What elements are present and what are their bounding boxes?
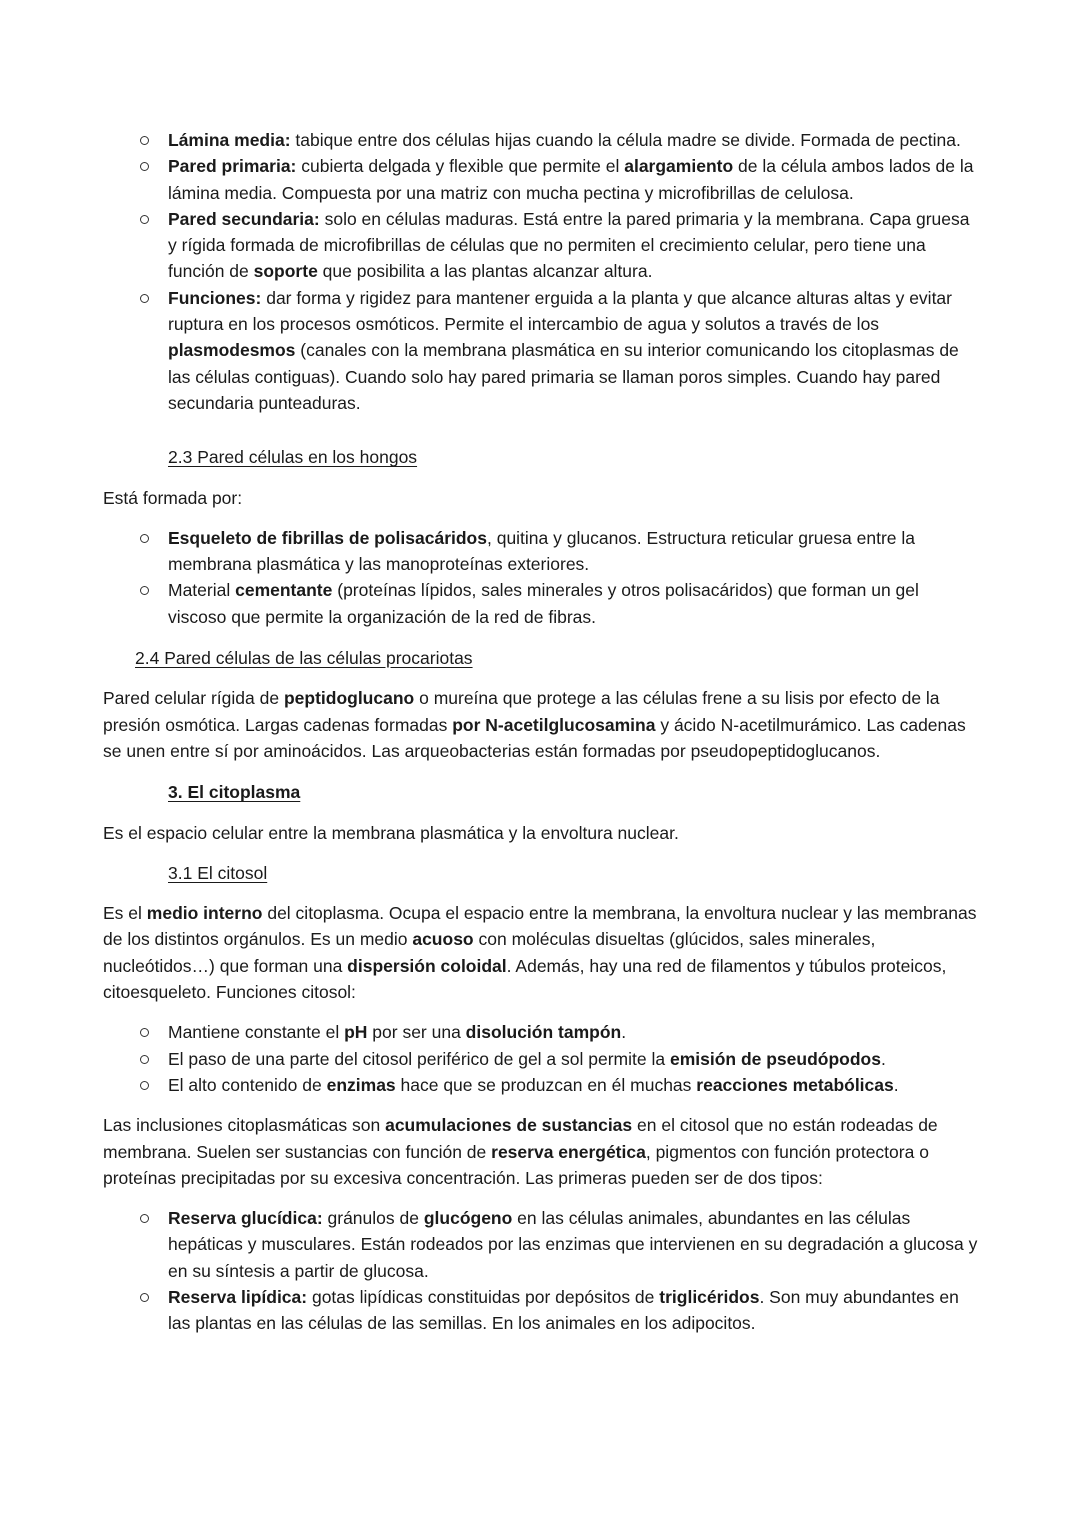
bold-text: triglicéridos <box>659 1286 760 1307</box>
paragraph-fungi-intro: Está formada por: <box>103 487 243 508</box>
bold-text: pH <box>344 1022 368 1043</box>
text-run: , quitina y glucanos. Estructura reticular gruesa entre la membrana plasmática y las manoproteínas exteriores. <box>168 527 915 575</box>
paragraph-prokaryote-wall <box>103 685 980 764</box>
bold-text: peptidoglucano <box>283 688 415 709</box>
list-item <box>139 285 980 416</box>
text-run: . <box>880 1048 886 1069</box>
list-item <box>139 127 980 153</box>
bold-text: medio interno <box>146 903 263 924</box>
text-run: Es el <box>103 903 147 924</box>
text-run: Las inclusiones citoplasmáticas son <box>103 1115 386 1136</box>
bold-text: reserva energética <box>491 1141 646 1162</box>
text-run: . Son muy abundantes en las plantas en las células de las semillas. En los animales en los adipocitos. <box>168 1286 959 1334</box>
text-run: . <box>621 1022 627 1043</box>
list-item <box>139 206 980 285</box>
bold-text: Esqueleto de fibrillas de polisacáridos <box>168 527 487 548</box>
list-item <box>139 1072 980 1098</box>
section-heading-prokaryote-wall: 2.4 Pared células de las células procariotas <box>135 648 473 669</box>
bold-text: dispersión coloidal <box>347 955 507 976</box>
bold-text: Lámina media: <box>168 130 291 150</box>
text-run: . <box>893 1074 899 1095</box>
list-item <box>139 1019 980 1045</box>
bold-text: acuoso <box>412 929 474 950</box>
text-run: tabique entre dos células hijas cuando la célula madre se divide. Formada de pectina. <box>290 130 961 150</box>
text-run: gránulos de <box>322 1208 424 1229</box>
plant-wall-list <box>139 127 980 416</box>
paragraph-cytoplasm: Es el espacio celular entre la membrana plasmática y la envoltura nuclear. <box>103 822 679 843</box>
bold-text: acumulaciones de sustancias <box>385 1115 633 1136</box>
text-run: o mureína que protege a las células frene a su lisis por efecto de la presión osmótica. Largas cadenas formadas <box>103 688 940 735</box>
text-run: Material <box>168 580 236 601</box>
section-heading-cytoplasm: 3. El citoplasma <box>168 782 301 803</box>
section-heading-fungi-wall: 2.3 Pared células en los hongos <box>168 447 418 468</box>
bold-text: Pared secundaria: <box>168 208 320 229</box>
list-item <box>139 1205 980 1284</box>
text-run: El alto contenido de <box>168 1074 327 1095</box>
text-run: (canales con la membrana plasmática en su interior comunicando los citoplasmas de las células contiguas). Cuando solo hay pared primaria se llaman poros simples. Cuando hay pared secundaria punteaduras. <box>168 340 959 413</box>
bold-text: Funciones: <box>168 287 262 308</box>
bold-text: Reserva lipídica: <box>168 1286 308 1307</box>
text-run: hace que se produzcan en él muchas <box>395 1074 697 1095</box>
bold-text: Pared primaria: <box>168 156 297 177</box>
bold-text: por N-acetilglucosamina <box>452 714 656 735</box>
text-run: solo en células maduras. Está entre la pared primaria y la membrana. Capa gruesa y rígida formada de microfibrillas de células que no permiten el crecimiento celular, pero tiene una función de <box>168 208 970 282</box>
list-item <box>139 577 980 630</box>
text-run: que posibilita a las plantas alcanzar altura. <box>317 261 653 282</box>
bold-text: alargamiento <box>624 156 734 177</box>
text-run: gotas lipídicas constituidas por depósitos de <box>307 1286 660 1307</box>
text-run: El paso de una parte del citosol periférico de gel a sol permite la <box>168 1048 670 1069</box>
text-run: cubierta delgada y flexible que permite el <box>296 156 625 177</box>
text-run: dar forma y rigidez para mantener erguida a la planta y que alcance alturas altas y evitar ruptura en los procesos osmóticos. Permite el intercambio de agua y solutos a través de los <box>168 287 952 335</box>
bold-text: plasmodesmos <box>168 340 296 361</box>
reserve-list <box>139 1205 980 1336</box>
paragraph-cytosol <box>103 900 980 1005</box>
bold-text: Reserva glucídica: <box>168 1208 323 1229</box>
text-run: en las células animales, abundantes en las células hepáticas y musculares. Están rodeados por las enzimas que intervienen en su degradación a glucosa y en su síntesis a partir de glucosa. <box>168 1208 978 1281</box>
paragraph-inclusions <box>103 1112 980 1191</box>
list-item <box>139 1284 980 1337</box>
text-run: con moléculas disueltas (glúcidos, sales minerales, nucleótidos…) que forman una <box>103 929 876 976</box>
text-run: . Además, hay una red de filamentos y túbulos proteicos, citoesqueleto. Funciones citosol: <box>103 955 947 1003</box>
text-run: (proteínas lípidos, sales minerales y otros polisacáridos) que forman un gel viscoso que permite la organización de la red de fibras. <box>168 580 919 627</box>
fungi-list <box>139 525 980 630</box>
bold-text: emisión de pseudópodos <box>669 1048 881 1069</box>
bold-text: cementante <box>235 580 333 601</box>
bold-text: enzimas <box>326 1074 396 1095</box>
bold-text: glucógeno <box>423 1208 513 1229</box>
bold-text: disolución tampón <box>465 1022 622 1043</box>
text-run: del citoplasma. Ocupa el espacio entre la membrana, la envoltura nuclear y las membranas de los distintos orgánulos. Es un medio <box>103 903 977 950</box>
text-run: Mantiene constante el <box>168 1022 345 1043</box>
bold-text: soporte <box>253 261 318 282</box>
section-heading-cytosol: 3.1 El citosol <box>168 862 268 883</box>
text-run: , pigmentos con función protectora o proteínas precipitadas por su excesiva concentración. Las primeras pueden ser de dos tipos: <box>103 1141 929 1188</box>
bold-text: reacciones metabólicas <box>696 1074 894 1095</box>
text-run: Pared celular rígida de <box>103 688 284 709</box>
text-run: por ser una <box>367 1022 466 1043</box>
list-item <box>139 1046 980 1072</box>
text-run: de la célula ambos lados de la lámina media. Compuesta por una matriz con mucha pectina y microfibrillas de celulosa. <box>168 156 974 203</box>
list-item <box>139 153 980 206</box>
cytosol-functions-list <box>139 1019 980 1098</box>
text-run: y ácido N-acetilmurámico. Las cadenas se unen entre sí por aminoácidos. Las arqueobacterias están formadas por pseudopeptidoglucanos. <box>103 714 966 761</box>
text-run: en el citosol que no están rodeadas de membrana. Suelen ser sustancias con función de <box>103 1115 938 1162</box>
list-item <box>139 525 980 578</box>
